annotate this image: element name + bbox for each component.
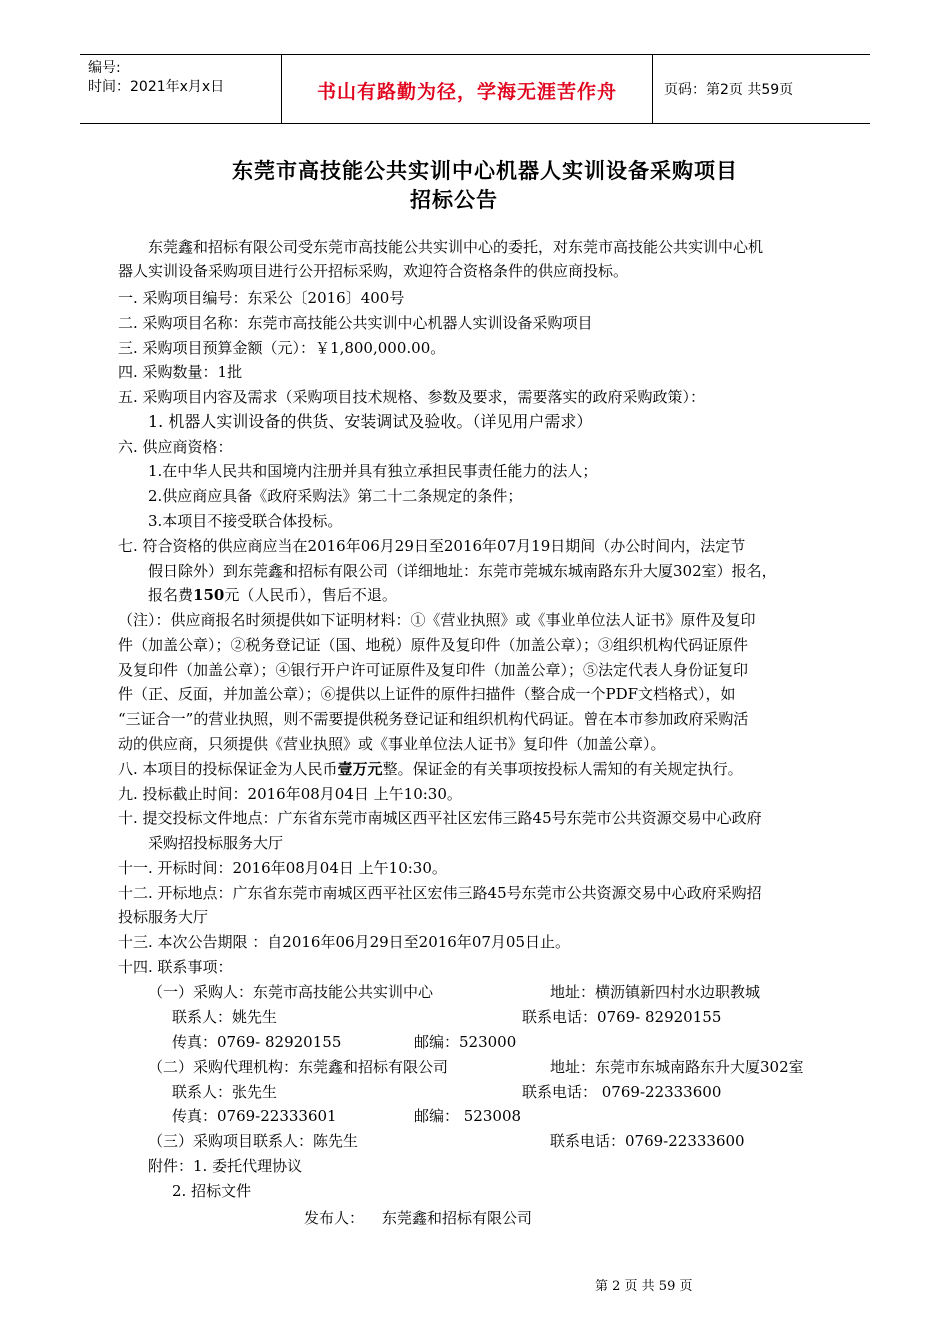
fee-label: 报名费 [148, 586, 194, 604]
item-5: 五. 采购项目内容及需求（采购项目技术规格、参数及要求，需要落实的政府采购政策）： [118, 388, 706, 406]
buyer-postcode: 邮编：523000 [414, 1033, 517, 1051]
attachment-2: 2. 招标文件 [172, 1182, 252, 1200]
item-7: 七. 符合资格的供应商应当在2016年06月29日至2016年07月19日期间（办公时间内，法定节 [118, 537, 746, 555]
agency-postcode: 邮编： 523008 [414, 1107, 522, 1125]
header-meta [88, 59, 224, 97]
header-number: 编号: [88, 60, 121, 76]
deposit-label: 八. 本项目的投标保证金为人民币 [118, 760, 338, 778]
buyer-address: 地址：横沥镇新四村水边职教城 [550, 983, 761, 1001]
item-6: 六. 供应商资格： [118, 438, 233, 456]
fee-suffix: 元（人民币），售后不退。 [224, 586, 397, 604]
project-phone: 联系电话：0769-22333600 [550, 1132, 745, 1150]
item-13: 十三. 本次公告期限 ：自2016年06月29日至2016年07月05日止。 [118, 933, 571, 951]
agency-person: 联系人：张先生 [172, 1083, 278, 1101]
item-6-sub: 2.供应商应具备《政府采购法》第二十二条规定的条件； [148, 487, 523, 505]
intro-line: 东莞鑫和招标有限公司受东莞市高技能公共实训中心的委托，对东莞市高技能公共实训中心机 [148, 238, 764, 256]
item-8 [118, 759, 743, 779]
item-12-cont: 投标服务大厅 [118, 908, 209, 926]
page-footer: 第 2 页 共 59 页 [595, 1279, 693, 1294]
item-2: 二. 采购项目名称：东莞市高技能公共实训中心机器人实训设备采购项目 [118, 314, 593, 332]
note-line: “三证合一”的营业执照，则不需要提供税务登记证和组织机构代码证。曾在本市参加政府采购活 [118, 710, 749, 728]
agency-phone: 联系电话： 0769-22333600 [522, 1083, 722, 1101]
header-page: 页码：第2页 共59页 [664, 82, 794, 98]
doc-subtitle: 招标公告 [410, 188, 498, 212]
doc-title: 东莞市高技能公共实训中心机器人实训设备采购项目 [232, 159, 738, 183]
publisher-name: 东莞鑫和招标有限公司 [382, 1209, 533, 1227]
item-11: 十一. 开标时间：2016年08月04日 上午10:30。 [118, 859, 447, 877]
agency-label: （二）采购代理机构：东莞鑫和招标有限公司 [148, 1058, 449, 1076]
buyer-label: （一）采购人：东莞市高技能公共实训中心 [148, 983, 434, 1001]
item-5-sub: 1. 机器人实训设备的供货、安装调试及验收。（详见用户需求） [148, 412, 593, 431]
item-6-sub: 1.在中华人民共和国境内注册并具有独立承担民事责任能力的法人； [148, 462, 598, 480]
item-10-cont: 采购招投标服务大厅 [148, 834, 284, 852]
item-10: 十. 提交投标文件地点：广东省东莞市南城区西平社区宏伟三路45号东莞市公共资源交易中心政府 [118, 809, 762, 827]
item-7-cont: 假日除外）到东莞鑫和招标有限公司（详细地址：东莞市莞城东城南路东升大厦302室）报名， [148, 562, 777, 580]
note-line: 件（正、反面，并加盖公章）；⑥提供以上证件的原件扫描件（整合成一个PDF文档格式），如 [118, 685, 736, 703]
publisher-label: 发布人： [304, 1209, 365, 1227]
intro-line: 器人实训设备采购项目进行公开招标采购，欢迎符合资格条件的供应商投标。 [118, 262, 629, 280]
item-3: 三. 采购项目预算金额（元）：￥1,800,000.00。 [118, 339, 446, 357]
deposit-amount: 壹万元 [337, 760, 383, 778]
item-6-sub: 3.本项目不接受联合体投标。 [148, 512, 343, 530]
buyer-fax: 传真：0769- 82920155 [172, 1033, 342, 1051]
fee-amount: 150 [193, 586, 225, 604]
agency-address: 地址：东莞市东城南路东升大厦302室 [550, 1058, 804, 1076]
project-contact: （三）采购项目联系人：陈先生 [148, 1132, 359, 1150]
note-line: 件（加盖公章）；②税务登记证（国、地税）原件及复印件（加盖公章）；③组织机构代码证原件 [118, 636, 749, 654]
item-14: 十四. 联系事项： [118, 958, 233, 976]
item-7-fee [148, 585, 397, 605]
deposit-suffix: 整。保证金的有关事项按投标人需知的有关规定执行。 [382, 760, 743, 778]
item-12: 十二. 开标地点：广东省东莞市南城区西平社区宏伟三路45号东莞市公共资源交易中心政府采购招 [118, 884, 762, 902]
header-bar [80, 54, 870, 124]
item-1: 一. 采购项目编号：东采公〔2016〕400号 [118, 289, 405, 307]
note-line: 及复印件（加盖公章）；④银行开户许可证原件及复印件（加盖公章）；⑤法定代表人身份证复印 [118, 661, 749, 679]
buyer-person: 联系人：姚先生 [172, 1008, 278, 1026]
header-motto: 书山有路勤为径，学海无涯苦作舟 [316, 81, 617, 103]
attachment-1: 附件：1. 委托代理协议 [148, 1157, 303, 1175]
note-line: （注）：供应商报名时须提供如下证明材料：①《营业执照》或《事业单位法人证书》原件及复印 [118, 611, 756, 629]
header-divider [652, 55, 653, 123]
buyer-phone: 联系电话：0769- 82920155 [522, 1008, 722, 1026]
agency-fax: 传真：0769-22333601 [172, 1107, 337, 1125]
note-line: 动的供应商，只须提供《营业执照》或《事业单位法人证书》复印件（加盖公章）。 [118, 735, 666, 753]
header-time: 时间：2021年x月x日 [88, 79, 225, 95]
item-4: 四. 采购数量：1批 [118, 363, 243, 381]
item-9: 九. 投标截止时间：2016年08月04日 上午10:30。 [118, 785, 462, 803]
